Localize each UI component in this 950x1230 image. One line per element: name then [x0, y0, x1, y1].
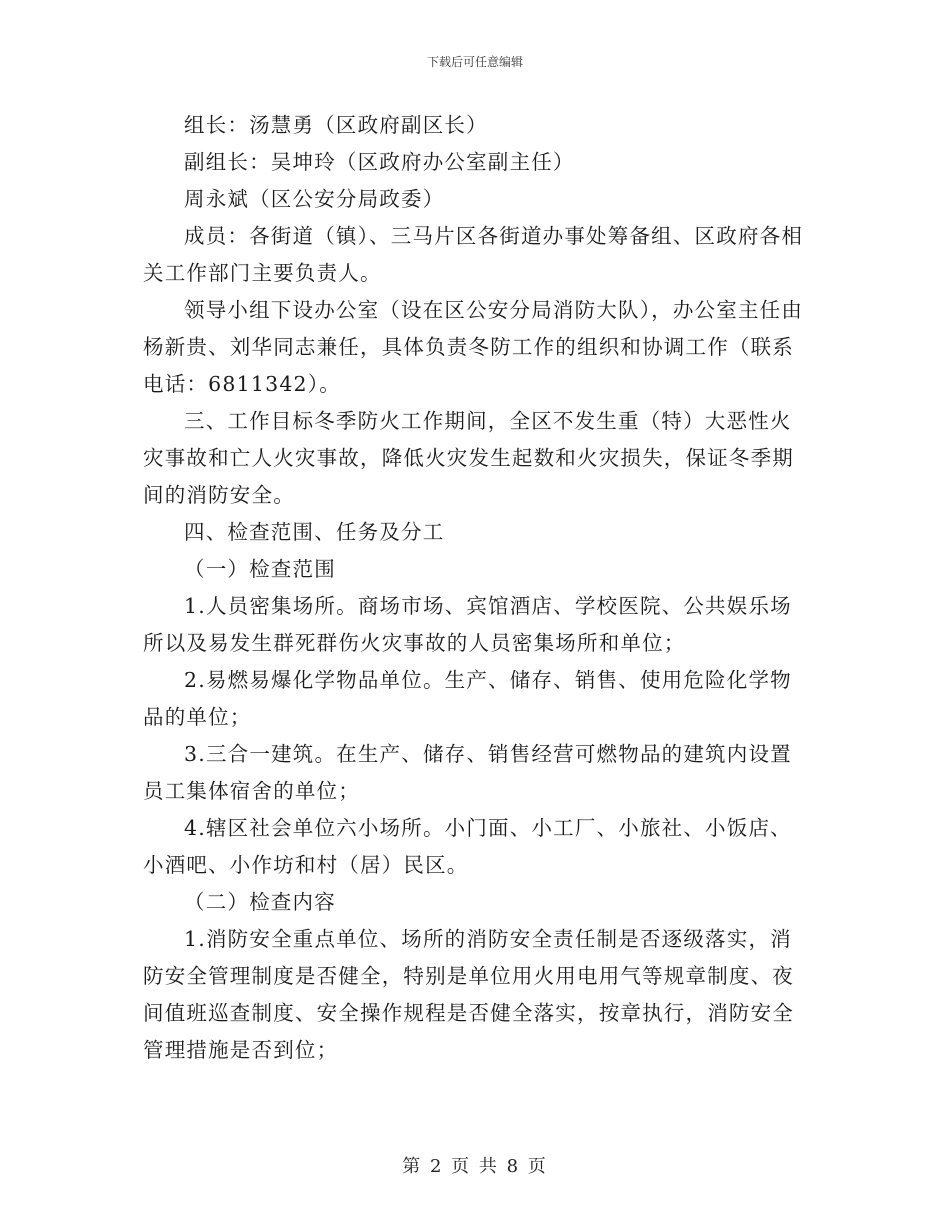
list-item: 2.易燃易爆化学物品单位。生产、储存、销售、使用危险化学物品的单位；	[143, 668, 792, 729]
download-note: 下载后可任意编辑	[426, 55, 523, 69]
section-heading-scope: 四、检查范围、任务及分工	[184, 520, 445, 544]
paragraph-members: 成员：各街道（镇）、三马片区各街道办事处筹备组、区政府各相关工作部门主要负责人。	[143, 224, 804, 285]
list-item: 1.消防安全重点单位、场所的消防安全责任制是否逐级落实，消防安全管理制度是否健全，特别是单位用火用电用气等规章制度、夜间值班巡查制度、安全操作规程是否健全落实，按章执行，消防安全管理措施是否到位；	[143, 927, 794, 1062]
document-body	[143, 107, 807, 1069]
paragraph-goals: 三、工作目标冬季防火工作期间，全区不发生重（特）大恶性火灾事故和亡人火灾事故，降低火灾发生起数和火灾损失，保证冬季期间的消防安全。	[143, 409, 794, 507]
subsection-heading-content: （二）检查内容	[184, 890, 336, 914]
paragraph-deputy-leader-2: 周永斌（区公安分局政委）	[184, 187, 445, 211]
paragraph-leader: 组长：汤慧勇（区政府副区长）	[184, 113, 488, 137]
page-number: 第 2 页 共 8 页	[402, 1156, 548, 1177]
list-item: 4.辖区社会单位六小场所。小门面、小工厂、小旅社、小饭店、小酒吧、小作坊和村（居）民区。	[143, 816, 792, 877]
paragraph-office: 领导小组下设办公室（设在区公安分局消防大队），办公室主任由杨新贵、刘华同志兼任，具体负责冬防工作的组织和协调工作（联系电话：6811342）。	[143, 298, 804, 396]
subsection-heading-scope: （一）检查范围	[184, 557, 336, 581]
list-item: 3.三合一建筑。在生产、储存、销售经营可燃物品的建筑内设置员工集体宿舍的单位；	[143, 742, 792, 803]
list-item: 1.人员密集场所。商场市场、宾馆酒店、学校医院、公共娱乐场所以及易发生群死群伤火灾事故的人员密集场所和单位；	[143, 594, 792, 655]
paragraph-deputy-leader: 副组长：吴坤玲（区政府办公室副主任）	[184, 150, 575, 174]
